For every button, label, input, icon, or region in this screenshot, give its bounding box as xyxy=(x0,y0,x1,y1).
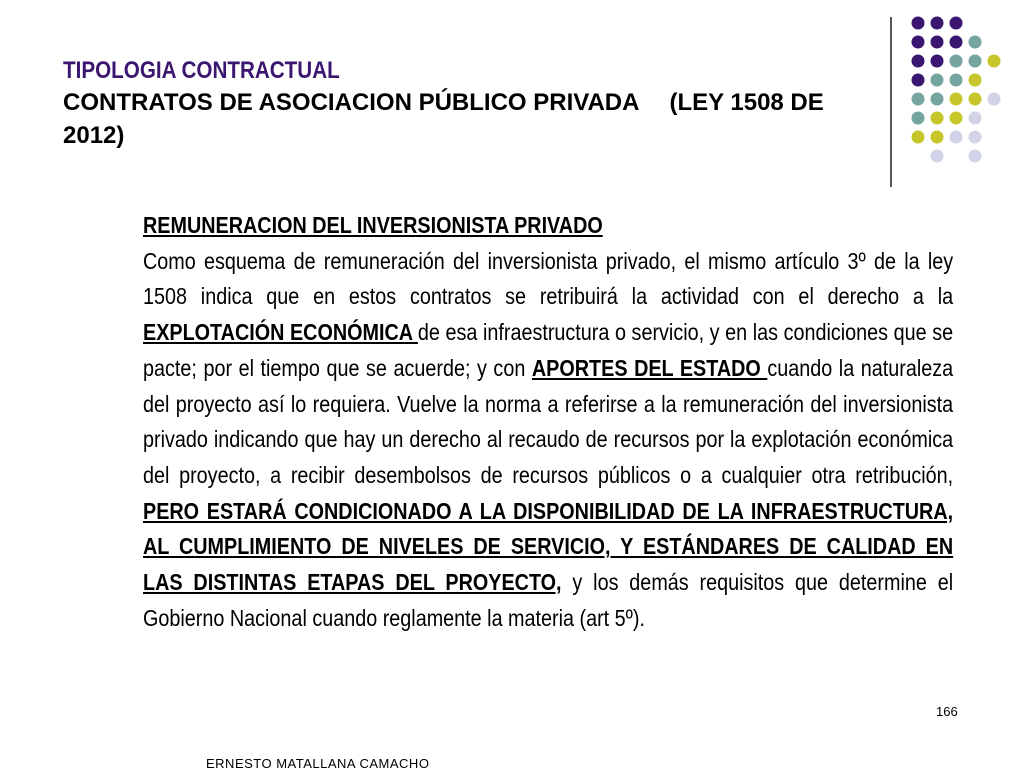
highlight-explotacion: EXPLOTACIÓN ECONÓMICA xyxy=(143,319,418,346)
decor-dot xyxy=(931,112,944,125)
decor-dot xyxy=(931,93,944,106)
decor-dot xyxy=(912,93,925,106)
paragraph-text-2: de esa infraestructura o servicio, y en las condiciones que se pacte; por el tiempo que se acuerde; y con xyxy=(143,319,954,381)
decor-dot xyxy=(969,131,982,144)
decor-dot xyxy=(950,112,963,125)
paragraph-text-3: cuando la naturaleza del proyecto así lo requiera. Vuelve la norma a referirse a la remuneración del inversionista privado indicando que hay un derecho al recaudo de recursos por la explotación económica del proyecto, a recibir desembolsos de recursos públicos o a cualquier otra retribución, xyxy=(143,354,954,488)
decor-dot xyxy=(912,74,925,87)
heading-part-2: (LEY 1508 DE 2012) xyxy=(63,89,824,149)
decor-dot xyxy=(969,150,982,163)
decor-dot xyxy=(931,36,944,49)
paragraph-text-4: y los demás requisitos que determine el Gobierno Nacional cuando reglamente la materia (art 5º). xyxy=(143,569,954,631)
author-footer: ERNESTO MATALLANA CAMACHO xyxy=(206,756,430,771)
decor-dot xyxy=(931,131,944,144)
slide-subtitle: TIPOLOGIA CONTRACTUAL xyxy=(63,57,340,84)
decor-dot xyxy=(950,93,963,106)
decor-dot xyxy=(969,74,982,87)
highlight-condicion: PERO ESTARÁ CONDICIONADO A LA DISPONIBILIDAD DE LA INFRAESTRUCTURA, AL CUMPLIMIENTO DE NIVELES DE SERVICIO, Y ESTÁNDARES DE CALIDAD EN LAS DISTINTAS ETAPAS DEL PROYECTO, xyxy=(143,497,954,596)
decor-dot xyxy=(969,36,982,49)
decor-dot xyxy=(950,17,963,30)
main-paragraph xyxy=(143,208,953,636)
decor-dot xyxy=(950,36,963,49)
paragraph-text-1: Como esquema de remuneración del inversionista privado, el mismo artículo 3º de la ley 1508 indica que en estos contratos se retribuirá la actividad con el derecho a la xyxy=(143,247,954,310)
slide-heading xyxy=(63,86,843,152)
slide-title-block xyxy=(63,56,863,152)
decor-dot xyxy=(950,74,963,87)
decor-dot xyxy=(931,150,944,163)
decor-dot xyxy=(931,17,944,30)
decor-dot xyxy=(988,93,1001,106)
decor-dot xyxy=(969,55,982,68)
decor-dot xyxy=(912,36,925,49)
decor-dot xyxy=(950,55,963,68)
section-title: REMUNERACION DEL INVERSIONISTA PRIVADO xyxy=(143,212,603,238)
vertical-divider xyxy=(890,17,892,187)
decor-dot xyxy=(912,17,925,30)
decor-dot xyxy=(912,112,925,125)
decor-dot xyxy=(969,112,982,125)
decor-dot xyxy=(912,131,925,144)
page-number: 166 xyxy=(936,704,958,719)
decor-dot xyxy=(950,131,963,144)
decor-dot xyxy=(969,93,982,106)
decor-dot xyxy=(931,74,944,87)
highlight-aportes: APORTES DEL ESTADO xyxy=(531,354,768,381)
decor-dot xyxy=(912,55,925,68)
heading-part-1: CONTRATOS DE ASOCIACION PÚBLICO PRIVADA xyxy=(63,89,640,116)
decor-dot xyxy=(988,55,1001,68)
decor-dot xyxy=(931,55,944,68)
main-content xyxy=(143,208,953,636)
